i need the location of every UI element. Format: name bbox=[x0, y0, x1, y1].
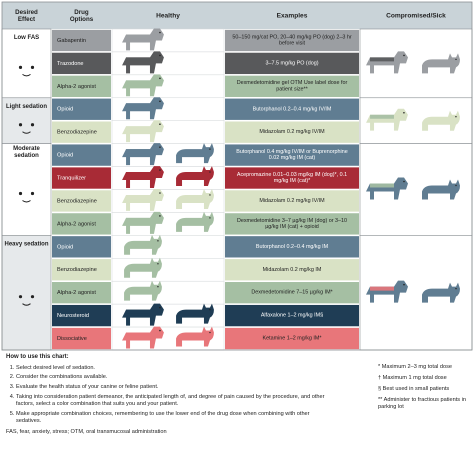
section-effect-cell bbox=[2, 235, 51, 350]
drug-label: Gabapentin bbox=[57, 37, 86, 44]
cat-eye bbox=[209, 171, 210, 172]
section-effect-label: Heavy sedation bbox=[4, 240, 49, 247]
cat-eye bbox=[455, 59, 456, 60]
dog-back bbox=[126, 34, 150, 38]
how-to-step: 4. Taking into consideration patient demeanor, the anticipated length of, and degree of pain caused by the procedure, and other factors, select a color combination that suits you and your patient. bbox=[16, 394, 336, 408]
example-label: Ketamine 1–2 mg/kg IM* bbox=[262, 335, 322, 342]
cat-eye bbox=[157, 263, 158, 264]
dog-eye bbox=[159, 307, 161, 309]
cat-eye bbox=[209, 217, 210, 218]
dog-eye bbox=[159, 192, 161, 194]
example-label: Dexmedetomidine 7–15 µg/kg IM* bbox=[251, 290, 333, 297]
cat-eye bbox=[209, 309, 210, 310]
drug-label: Opioid bbox=[57, 152, 74, 159]
dog-eye bbox=[159, 215, 161, 217]
dog-eye bbox=[159, 146, 161, 148]
example-label: Butorphanol 0.2–0.4 mg/kg IM bbox=[255, 244, 329, 251]
example-label: Butorphanol 0.2–0.4 mg/kg IV/IM bbox=[252, 106, 332, 113]
face-eye-icon bbox=[19, 295, 22, 298]
dog-eye bbox=[403, 284, 405, 286]
dog-back bbox=[126, 103, 150, 107]
header-drug-options: Drug Options bbox=[69, 8, 94, 23]
cat-eye bbox=[455, 185, 456, 186]
dog-back bbox=[370, 115, 394, 119]
dog-back bbox=[370, 184, 394, 188]
footnotes bbox=[378, 364, 470, 415]
drug-label: Benzodiazepine bbox=[57, 129, 97, 136]
section-effect-label: Moderate sedation bbox=[13, 145, 40, 159]
face-eye-icon bbox=[31, 66, 34, 69]
example-label: Dexmedetomidine 3–7 µg/kg IM (dog) or 3–10 µg/kg IM (cat) + opioid bbox=[236, 218, 348, 231]
drug-label: Tranquilizer bbox=[57, 175, 87, 182]
footnote: § Best used in small patients bbox=[378, 385, 450, 392]
header-examples: Examples bbox=[276, 12, 308, 20]
cat-eye bbox=[209, 194, 210, 195]
dog-back bbox=[126, 57, 150, 61]
face-eye-icon bbox=[31, 192, 34, 195]
example-label: Midazolam 0.2 mg/kg IM bbox=[262, 267, 322, 274]
drug-label: Opioid bbox=[57, 244, 74, 251]
footnote: † Maximum 1 mg total dose bbox=[378, 374, 447, 381]
section-effect-label: Low FAS bbox=[13, 34, 40, 41]
dog-eye bbox=[159, 32, 161, 34]
how-to-step: 3. Evaluate the health status of your canine or feline patient. bbox=[16, 384, 336, 391]
header-healthy: Healthy bbox=[156, 12, 180, 20]
how-to-step: 2. Consider the combinations available. bbox=[16, 374, 336, 381]
dog-back bbox=[126, 195, 150, 199]
cat-eye bbox=[455, 288, 456, 289]
drug-label: Alpha-2 agonist bbox=[57, 290, 96, 297]
cat-eye bbox=[157, 240, 158, 241]
drug-label: Benzodiazepine bbox=[57, 267, 97, 274]
cat-eye bbox=[455, 116, 456, 117]
dog-eye bbox=[159, 169, 161, 171]
example-label: Acepromazine 0.01–0.03 mg/kg IM (dog)*, 0.1 mg/kg IM (cat)* bbox=[236, 172, 348, 185]
footnote: * Maximum 2–3 mg total dose bbox=[378, 364, 452, 370]
how-to-steps bbox=[6, 365, 336, 426]
drug-label: Trazodone bbox=[57, 60, 84, 67]
dog-eye bbox=[403, 181, 405, 183]
dog-back bbox=[126, 149, 150, 153]
drug-label: Alpha-2 agonist bbox=[57, 221, 96, 228]
drug-label: Opioid bbox=[57, 106, 74, 113]
dog-back bbox=[126, 310, 150, 314]
drug-label: Neurosteroid bbox=[57, 313, 90, 320]
dog-back bbox=[126, 126, 150, 130]
chart-footer bbox=[6, 354, 468, 466]
face-eye-icon bbox=[19, 192, 22, 195]
section-effect-label: Light sedation bbox=[6, 103, 47, 110]
face-eye-icon bbox=[31, 123, 34, 126]
cat-eye bbox=[209, 148, 210, 149]
face-eye-icon bbox=[19, 66, 22, 69]
face-eye-icon bbox=[31, 295, 34, 298]
how-to-step: 5. Make appropriate combination choices, remembering to use the lower end of the drug dose when combining with other sedatives. bbox=[16, 411, 336, 425]
example-label: Midazolam 0.2 mg/kg IV/IM bbox=[259, 129, 325, 136]
example-label: Midazolam 0.2 mg/kg IV/IM bbox=[259, 198, 325, 205]
how-to-title: How to use this chart: bbox=[6, 354, 69, 360]
example-label: 3–7.5 mg/kg PO (dog) bbox=[265, 60, 319, 67]
abbreviations: FAS, fear, anxiety, stress; OTM, oral transmucosal administration bbox=[6, 429, 167, 436]
dog-back bbox=[370, 287, 394, 291]
cat-eye bbox=[209, 332, 210, 333]
dog-back bbox=[126, 80, 150, 84]
dog-eye bbox=[159, 100, 161, 102]
dog-back bbox=[370, 57, 394, 61]
drug-label: Dissociative bbox=[57, 336, 87, 343]
dog-back bbox=[126, 333, 150, 337]
how-to-step: 1. Select desired level of sedation. bbox=[16, 365, 336, 372]
example-label: Butorphanol 0.4 mg/kg IV/IM or Buprenorphine 0.02 mg/kg IM (cat) bbox=[236, 149, 348, 162]
drug-label: Alpha-2 agonist bbox=[57, 83, 96, 90]
dog-eye bbox=[159, 123, 161, 125]
dog-back bbox=[126, 218, 150, 222]
header-compromised: Compromised/Sick bbox=[386, 12, 446, 20]
dog-eye bbox=[403, 112, 405, 114]
dog-eye bbox=[159, 78, 161, 80]
face-eye-icon bbox=[19, 123, 22, 126]
example-label: 50–150 mg/cat PO, 20–40 mg/kg PO (dog) 2–3 hr before visit bbox=[232, 34, 352, 47]
dog-eye bbox=[403, 55, 405, 57]
drug-label: Benzodiazepine bbox=[57, 198, 97, 205]
dog-eye bbox=[159, 330, 161, 332]
footnote: ** Administer to fractious patients in parking lot bbox=[378, 396, 466, 410]
cat-eye bbox=[157, 286, 158, 287]
header-desired-effect: Desired Effect bbox=[15, 8, 38, 23]
dog-eye bbox=[159, 55, 161, 57]
example-label: Dexmedetomidine gel OTM Use label dose for patient size** bbox=[236, 80, 348, 93]
example-label: Alfaxalone 1–2 mg/kg IM§ bbox=[260, 313, 324, 320]
dog-back bbox=[126, 172, 150, 176]
